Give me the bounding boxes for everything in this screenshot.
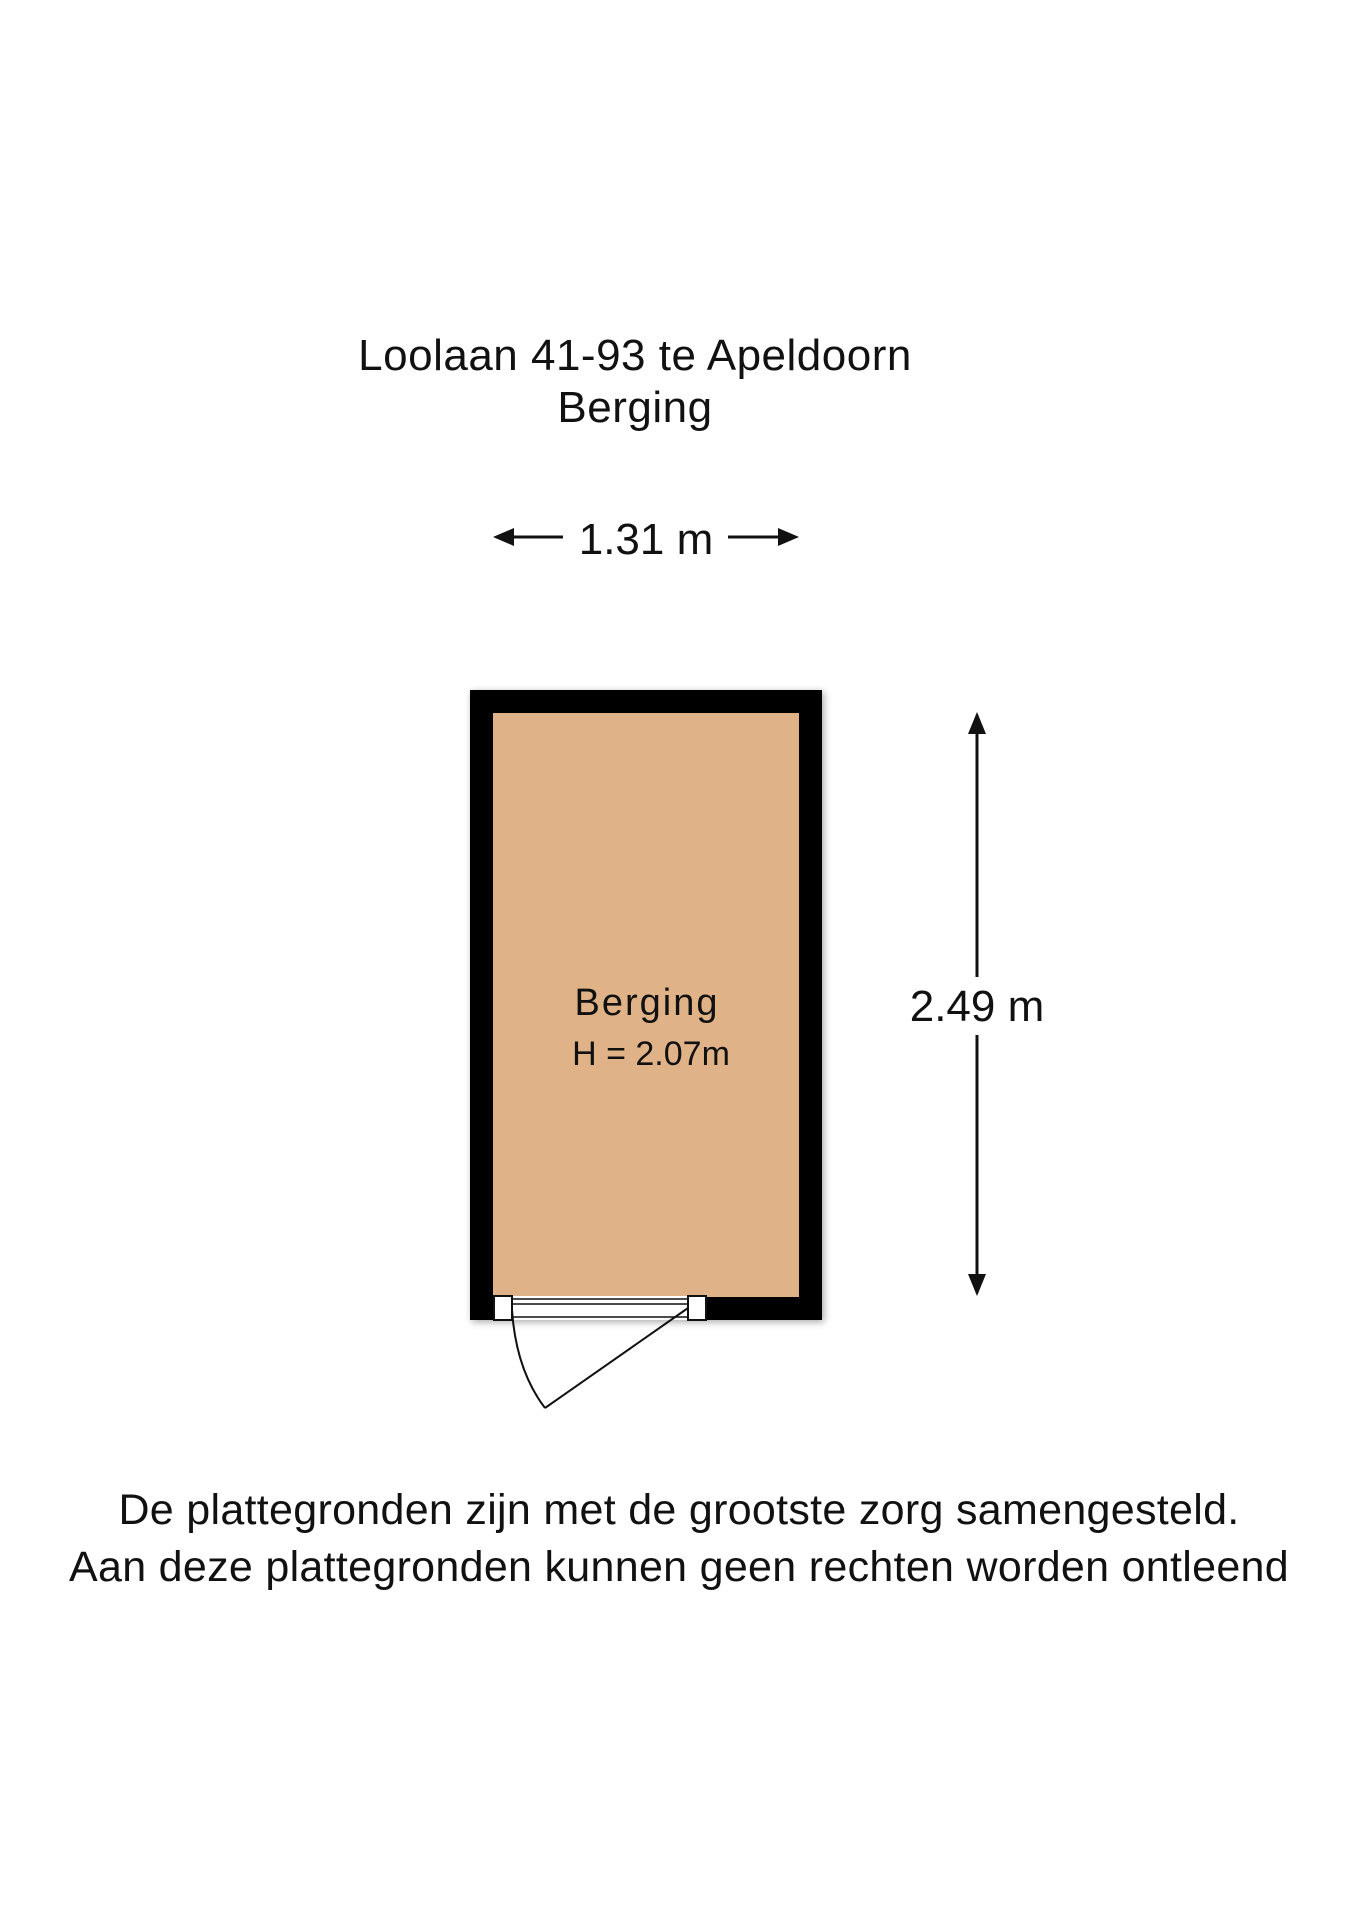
height-arrowhead-bottom <box>968 1274 986 1296</box>
disclaimer <box>0 1482 1358 1596</box>
floor-title: Berging <box>557 383 713 432</box>
door-swing-arc <box>512 1310 545 1408</box>
disclaimer-line-1: De plattegronden zijn met de grootste zorg samengesteld. <box>118 1486 1240 1534</box>
disclaimer-line-2: Aan deze plattegronden kunnen geen rechten worden ontleend <box>69 1543 1289 1591</box>
width-label: 1.31 m <box>578 515 714 564</box>
width-arrowhead-right <box>778 528 799 546</box>
address-title: Loolaan 41-93 te Apeldoorn <box>358 331 912 380</box>
width-arrowhead-left <box>493 528 514 546</box>
room-height-label: H = 2.07m <box>572 1035 730 1073</box>
door-jamb-right <box>688 1296 706 1320</box>
height-dimension <box>910 712 1045 1296</box>
door-jamb-left <box>494 1296 512 1320</box>
height-arrowhead-top <box>968 712 986 734</box>
room-berging <box>470 690 822 1408</box>
door-leaf <box>545 1308 688 1408</box>
room-name-label: Berging <box>574 982 720 1024</box>
width-dimension <box>493 515 799 564</box>
height-label: 2.49 m <box>909 982 1045 1031</box>
